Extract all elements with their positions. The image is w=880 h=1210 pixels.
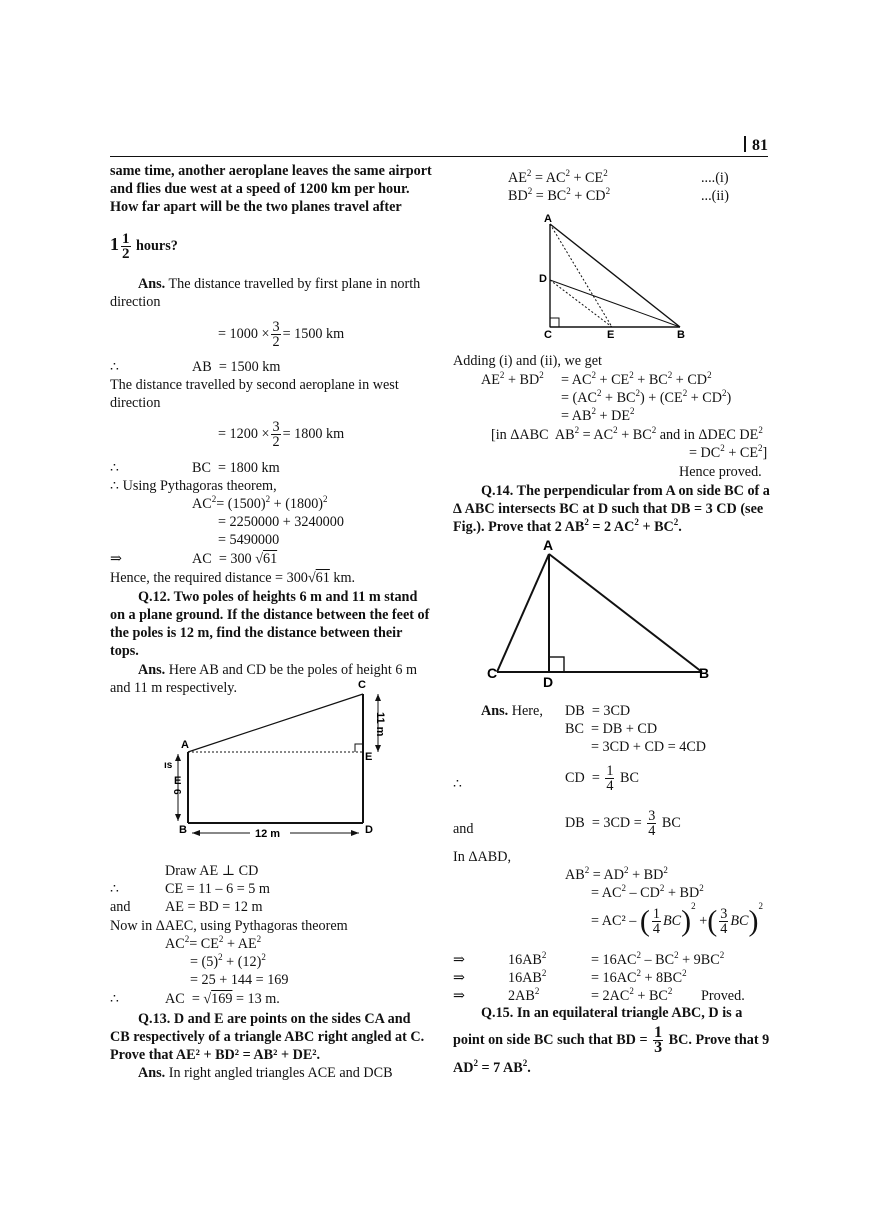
fig13-label-e: E [607,329,615,340]
equation: = $16AC^2 - BC^2 + 9BC^2$ [591,950,725,968]
equation: $AE^2 = AC^2 + CE^2$ [508,168,608,186]
equation: = $16AC^2 + 8BC^2$ [591,968,687,986]
implies-symbol: ⇒ [453,988,465,1004]
therefore-symbol: ∴ [453,776,463,792]
answer-text: Hence, the required distance = 300√61 km. [110,570,356,586]
equation: CD = $\frac{1}{4}$ BC [565,763,639,794]
equation: = 1000 × $\frac{3}{2}$ = 1500 km [218,319,345,350]
equation: $AE^2 + BD^2$ [481,370,544,388]
answer-text: The distance travelled by second aeroplane in west [110,377,399,393]
answer-text: Ans. Here, [481,703,543,719]
proof-end: Proved. [701,988,745,1004]
equation: BC = DB + CD [565,721,658,737]
question-text: Fig.). Prove that 2 $AB^2 = 2$ $AC^2 + BC^2$. [453,517,682,535]
equation: = $(AC^2 + BC^2) + (CE^2 + CD^2)$ [561,388,732,406]
answer-text: Ans. In right angled triangles ACE and DCB [138,1065,393,1081]
fig12-label-c: C [358,679,366,691]
proof-end: Hence proved. [679,464,762,480]
note: = $DC^2 + CE^2$] [689,443,768,461]
question-text: on a plane ground. If the distance between the feet of [110,607,430,623]
left-column [110,0,430,1210]
equation: $16AB^2$ [508,968,547,986]
figure-two-poles [150,676,410,846]
equation: = 3CD + CD = 4CD [591,739,707,755]
equation: AE = BD = 12 m [165,899,263,915]
answer-text: ∴ Using Pythagoras theorem, [110,478,277,494]
question-text: $AD^2 = 7$ $AB^2$. [453,1058,531,1076]
fig14-label-b: B [699,665,710,681]
question-text: Q.15. In an equilateral triangle ABC, D is a [481,1005,743,1021]
fig14-label-d: D [543,674,554,688]
question-text: Δ ABC intersects BC at D such that DB = 3 CD (see [453,501,764,517]
answer-text: and 11 m respectively. [110,680,237,696]
equation: $2AB^2$ [508,986,540,1004]
figure-q13-triangle [535,210,695,340]
question-text: How far apart will be the two planes travel after [110,199,402,215]
implies-symbol: ⇒ [453,970,465,986]
equation: = 5490000 [218,532,280,548]
fig12-label-d: D [365,824,373,836]
and-text: and [453,821,474,837]
equation: = AC² – ( $\frac{1}{4}$ BC)$^2$ +( $\frac{3}{4}$ BC)$^2$ [591,901,763,938]
answer-text: Ans. Here AB and CD be the poles of height 6 m [138,662,417,678]
equation: $BD^2 = BC^2 + CD^2$ [508,186,611,204]
equation: = $AC^2 + CE^2 + BC^2 + CD^2$ [561,370,712,388]
equation-tag: ...(ii) [701,188,729,204]
answer-text: Ans. The distance travelled by first plane in north [138,276,421,292]
fig12-label-e-right: E [365,751,373,763]
answer-text: Adding (i) and (ii), we get [453,353,602,369]
fig12-label-a: A [181,739,189,751]
equation: DB = 3CD = $\frac{3}{4}$ BC [565,808,681,839]
equation: = 25 + 144 = 169 [190,972,289,988]
question-text: same time, another aeroplane leaves the same airport [110,163,432,179]
page-number: 81 [744,136,768,155]
equation: = $AB^2 + DE^2$ [561,406,635,424]
answer-text: direction [110,395,161,411]
question-text: Q.13. D and E are points on the sides CA and [138,1011,411,1027]
fig12-height-6: 6 [171,789,182,795]
equation: AC = 300 √61 [192,551,278,567]
and-text: and [110,899,131,915]
figure-q14-triangle [482,536,722,688]
question-text: 1 $\frac{1}{2}$ hours? [110,231,178,262]
question-text: the poles is 12 m, find the distance between their [110,625,403,641]
implies-symbol: ⇒ [110,551,122,567]
answer-text: Now in ΔAEC, using Pythagoras theorem [110,918,348,934]
question-text: CB respectively of a triangle ABC right angled at C. [110,1029,425,1045]
fig13-label-c: C [544,329,552,340]
equation-tag: ....(i) [701,170,729,186]
equation: $AC^2= CE^2 + AE^2$ [165,934,262,952]
implies-symbol: ⇒ [453,952,465,968]
fig12-cut-label: ıs [164,760,173,771]
answer-text: In ΔABD, [453,849,511,865]
question-text: point on side BC such that BD = $\frac{1}{3}$ BC. Prove that 9 [453,1024,770,1056]
therefore-symbol: ∴ [110,460,120,476]
fig12-width-label: 12 m [255,828,281,840]
note: [in ΔABC $AB^2 = AC^2 + BC^2$ and in ΔDEC $DE^2$ [491,425,763,443]
fig14-label-c: C [487,665,498,681]
equation: DB = 3CD [565,703,631,719]
equation: = $(5)^2 + (12)^2$ [190,952,266,970]
equation: = 2250000 + 3240000 [218,514,344,530]
equation: BC = 1800 km [192,460,280,476]
question-text: Prove that AE² + BD² = AB² + DE². [110,1047,321,1063]
therefore-symbol: ∴ [110,359,120,375]
question-text: Q.14. The perpendicular from A on side BC of a [481,483,770,499]
question-text: tops. [110,643,139,659]
therefore-symbol: ∴ [110,881,120,897]
question-text: and flies due west at a speed of 1200 km per hour. [110,181,410,197]
equation: Draw AE ⊥ CD [165,863,259,879]
fig12-height-11: 11 m [374,712,386,737]
therefore-symbol: ∴ [110,991,120,1007]
equation: AC = √169 = 13 m. [165,991,280,1007]
fig12-label-b: B [179,824,187,836]
equation: $16AB^2$ [508,950,547,968]
equation: = $2AC^2 + BC^2$ [591,986,673,1004]
equation: $AC^2= (1500)^2 + (1800)^2$ [192,494,328,512]
answer-text: direction [110,294,161,310]
equation: AB = 1500 km [192,359,281,375]
fig13-label-d: D [539,273,547,285]
equation: = 1200 × $\frac{3}{2}$ = 1800 km [218,419,345,450]
fig14-label-a: A [543,537,554,553]
fig13-label-b: B [677,329,685,340]
equation: $AB^2 = AD^2 + BD^2$ [565,865,668,883]
question-text: Q.12. Two poles of heights 6 m and 11 m stand [138,589,418,605]
fig12-label-e-left: E [174,775,182,787]
fig13-label-a: A [544,213,552,225]
equation: CE = 11 – 6 = 5 m [165,881,270,897]
equation: = $AC^2 - CD^2 + BD^2$ [591,883,704,901]
